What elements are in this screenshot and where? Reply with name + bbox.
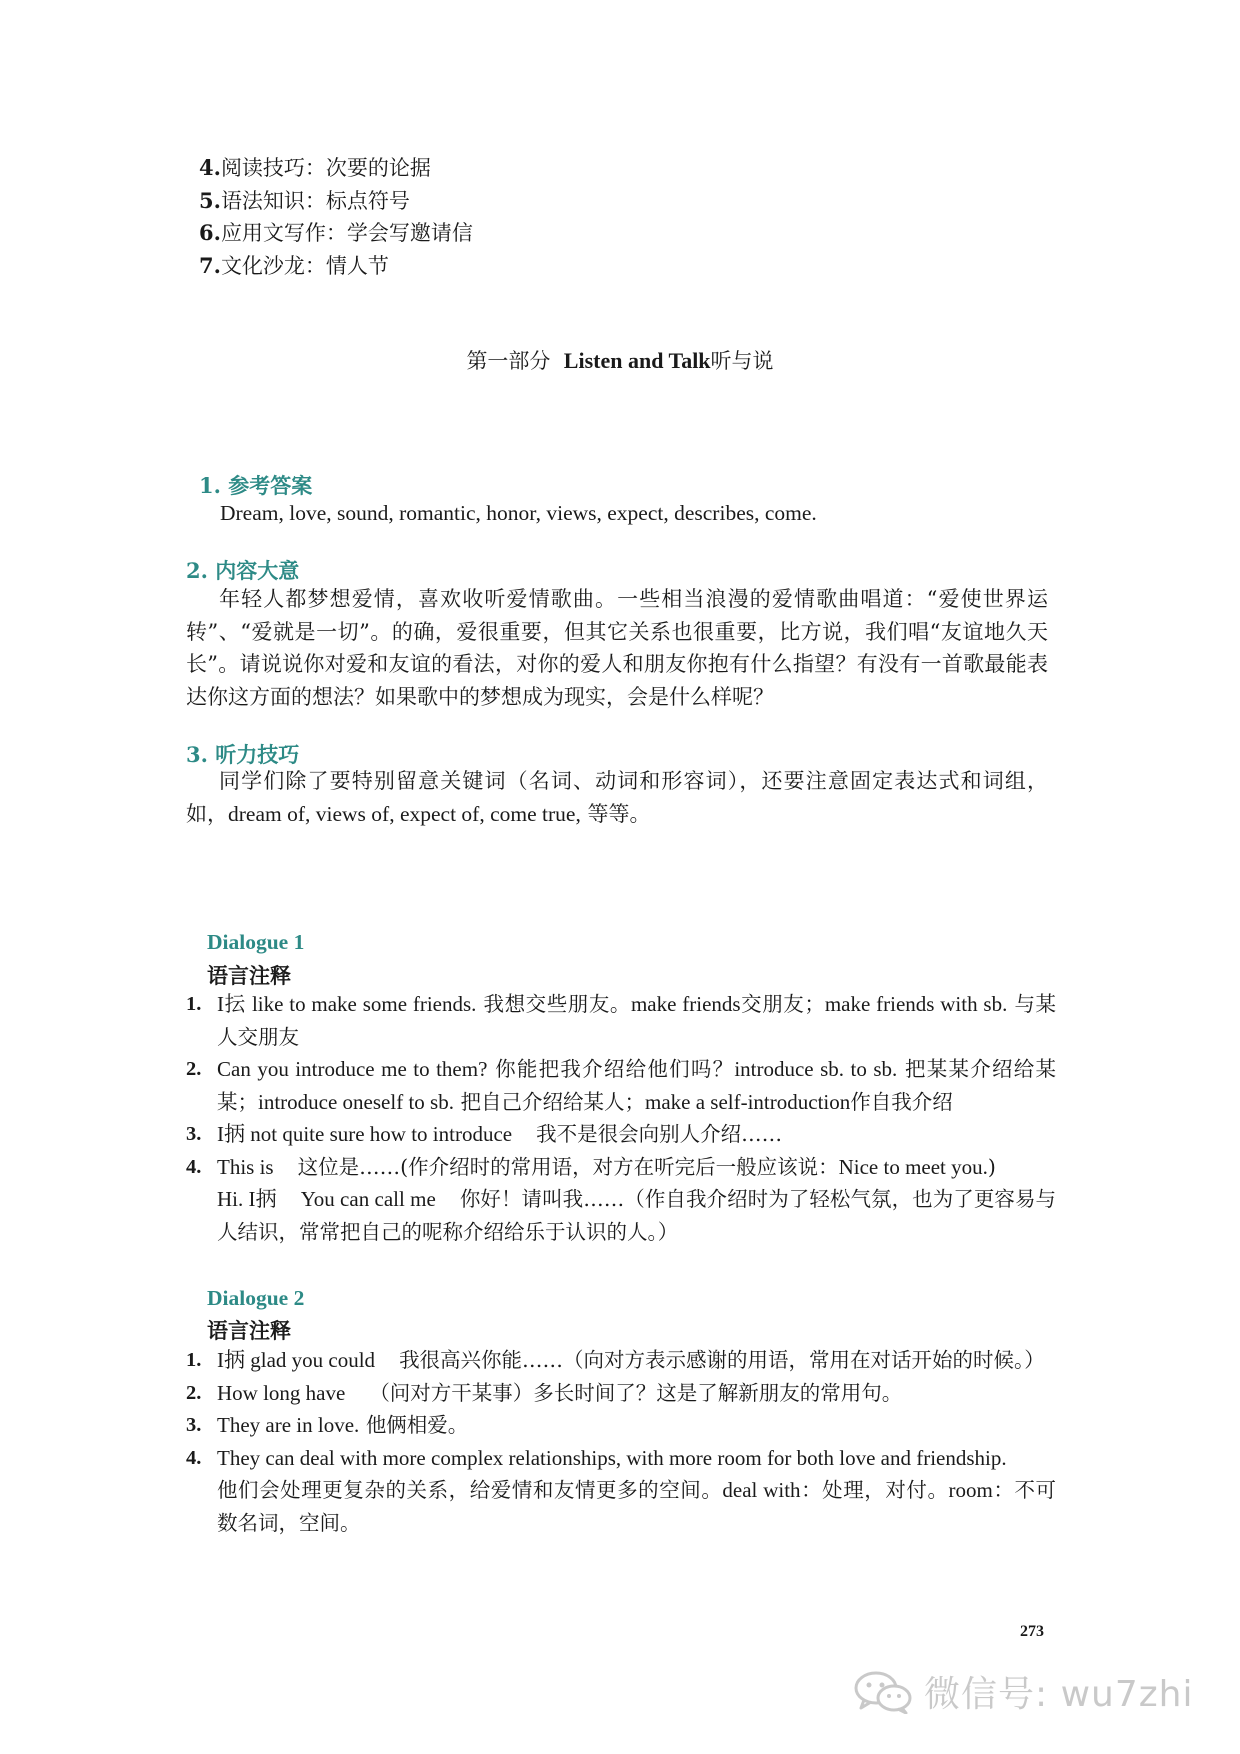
dialogue-1-title: Dialogue 1 [207,930,305,954]
dialogue-2-title: Dialogue 2 [207,1286,305,1310]
note-item: 3. I抦 not quite sure how to introduce 我不是很会向别人介绍…… [186,1122,783,1146]
dialogue-1-subtitle: 语言注释 [207,963,291,988]
part-title: 第一部分 Listen and Talk听与说 [466,348,774,373]
note-item: 2. Can you introduce me to them? 你能把我介绍给他们吗？introduce sb. to sb. 把某某介绍给某某；introduce oneself to sb. 把自己介绍给某人；make a self-introduction作自我介绍 [186,1057,1056,1114]
watermark-text: 微信号: wu7zhi [924,1674,1194,1715]
note-item: 4. They can deal with more complex relationships, with more room for both love and friendship. 他们会处理更复杂的关系，给爱情和友情更多的空间。deal with：处理，对付。room：不可数名词，空间。 [186,1445,1057,1535]
toc-list [199,152,473,282]
dialogue-2-notes [186,1344,1056,1539]
toc-item: 6.应用文写作：学会写邀请信 [199,220,473,245]
answer-text: Dream, love, sound, romantic, honor, views, expect, describes, come. [220,501,817,525]
listening-tips-paragraph: 同学们除了要特别留意关键词（名词、动词和形容词），还要注意固定表达式和词组，如，dream of, views of, expect of, come true, 等等。 [186,769,1048,826]
dialogue-2-subtitle: 语言注释 [207,1318,291,1343]
section-heading-summary: 2. 内容大意 [186,558,300,583]
toc-item: 5.语法知识：标点符号 [199,187,410,213]
note-item: 1. I抦 glad you could 我很高兴你能……（向对方表示感谢的用语，常用在对话开始的时候。） [186,1348,1045,1372]
note-item: 2. How long have （问对方干某事）多长时间了？这是了解新朋友的常用句。 [186,1380,903,1405]
note-item: 3. They are in love. 他俩相爱。 [186,1413,469,1437]
page-number: 273 [1020,1623,1044,1640]
dialogue-1-notes [186,988,1056,1248]
toc-item: 7.文化沙龙：情人节 [199,252,389,278]
section-heading-listening-tips: 3. 听力技巧 [186,742,300,767]
section-heading-answers: 1. 参考答案 [199,473,313,498]
wechat-icon [852,1670,914,1714]
toc-item: 4.阅读技巧：次要的论据 [199,155,431,180]
summary-paragraph: 年轻人都梦想爱情，喜欢收听爱情歌曲。一些相当浪漫的爱情歌曲唱道：“爱使世界运转”、“爱就是一切”。的确，爱很重要，但其它关系也很重要，比方说，我们唱“友谊地久天长”。请说说你对爱和友谊的看法，对你的爱人和朋友你抱有什么指望？有没有一首歌最能表达你这方面的想法？如果歌中的梦想成为现实，会是什么样呢？ [186,587,1048,709]
watermark [852,1666,1202,1714]
note-item: 4. This is 这位是……(作介绍时的常用语，对方在听完后一般应该说：Nice to meet you.) Hi. I抦 You can call me 你好！请叫我……（作自我介绍时为了轻松气氛，也为了更容易与人结识，常常把自己的呢称介绍给乐于认识的人。） [186,1154,1057,1244]
note-item: 1. I抎 like to make some friends. 我想交些朋友。make friends交朋友；make friends with sb. 与某人交朋友 [186,992,1057,1049]
